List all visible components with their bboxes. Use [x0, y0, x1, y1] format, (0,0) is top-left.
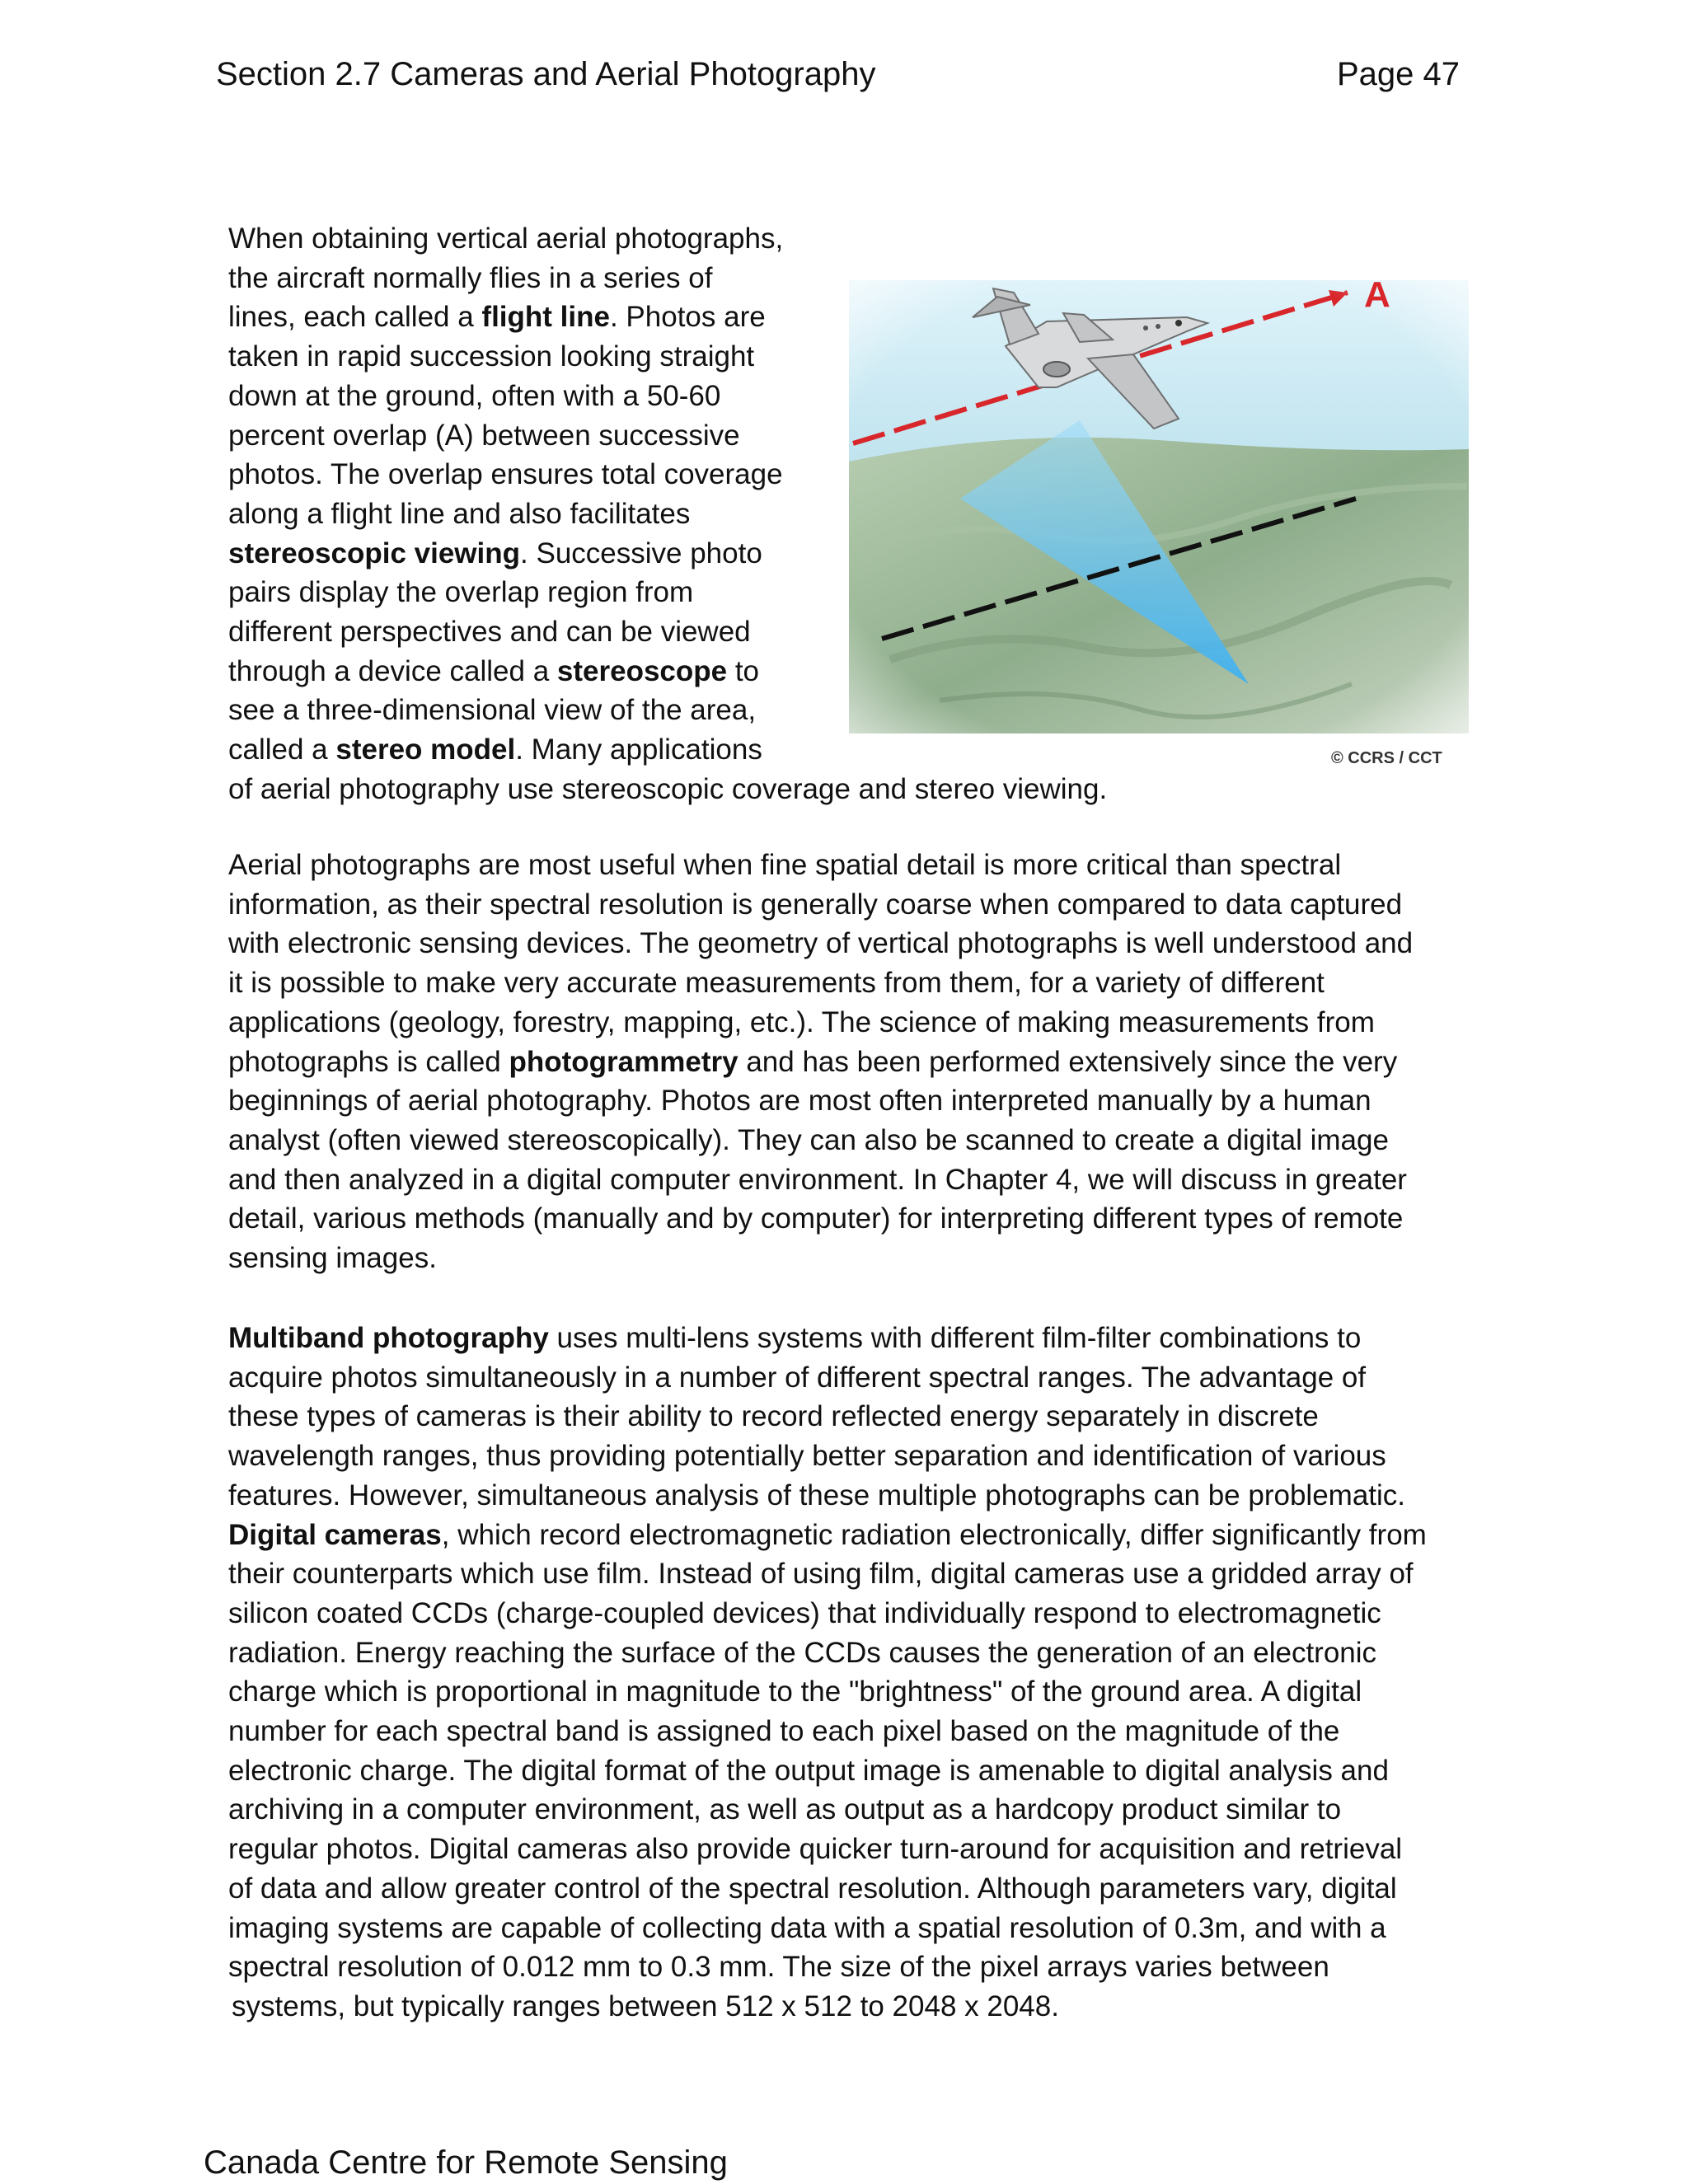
text-run: . Many applications [515, 733, 762, 766]
text-line: of data and allow greater control of the spectral resolution. Although parameters vary, digital [228, 1872, 1397, 1905]
vignette [841, 272, 1477, 746]
page-number: Page 47 [1337, 56, 1461, 92]
term-flight-line: flight line [481, 301, 610, 334]
figure-credit: © CCRS / CCT [1331, 749, 1442, 767]
text-line: silicon coated CCDs (charge-coupled devices) that individually respond to electromagnetic [228, 1596, 1381, 1629]
text-line: different perspectives and can be viewed [228, 616, 751, 649]
text-line: systems, but typically ranges between 512 x 512 to 2048 x 2048. [232, 1990, 1059, 2022]
text-line: archiving in a computer environment, as well as output as a hardcopy product similar to [228, 1793, 1342, 1826]
text-line: information, as their spectral resolution is generally coarse when compared to data captured [228, 888, 1403, 921]
text-line: applications (geology, forestry, mapping, etc.). The science of making measurements from [228, 1005, 1375, 1038]
text-line: photos. The overlap ensures total coverage [228, 458, 783, 491]
text-line: regular photos. Digital cameras also provide quicker turn-around for acquisition and retrieval [228, 1833, 1403, 1866]
term-multiband-photography: Multiband photography [228, 1322, 549, 1354]
text-line: and then analyzed in a digital computer environment. In Chapter 4, we will discuss in greater [228, 1163, 1407, 1196]
text-run: to [727, 654, 760, 687]
text-line: sensing images. [228, 1242, 437, 1275]
text-run: and has been performed extensively since the very [738, 1045, 1398, 1078]
text-line: spectral resolution of 0.012 mm to 0.3 mm. The size of the pixel arrays varies between [228, 1951, 1329, 1984]
text-line: their counterparts which use film. Instead of using film, digital cameras use a gridded array of [228, 1558, 1414, 1591]
flight-line-illustration [841, 272, 1477, 775]
term-stereoscope: stereoscope [556, 654, 728, 687]
term-stereo-model: stereo model [335, 733, 516, 766]
text-line: these types of cameras is their ability to record reflected energy separately in discrete [228, 1400, 1319, 1433]
text-line: see a three-dimensional view of the area, [228, 694, 757, 727]
overlap-label-a: A [1364, 274, 1390, 315]
text-line: percent overlap (A) between successive [228, 419, 740, 452]
text-line: the aircraft normally flies in a series of [228, 261, 713, 294]
text-line: Aerial photographs are most useful when fine spatial detail is more critical than spectral [228, 849, 1342, 881]
text-line: radiation. Energy reaching the surface of the CCDs causes the generation of an electronic [228, 1636, 1377, 1669]
aerial-photography-figure [841, 272, 1477, 775]
text-line: imaging systems are capable of collecting data with a spatial resolution of 0.3m, and with a [228, 1911, 1386, 1944]
text-line: beginnings of aerial photography. Photos are most often interpreted manually by a human [228, 1085, 1372, 1118]
text-run: , which record electromagnetic radiation electronically, differ significantly from [441, 1518, 1427, 1551]
text-line [228, 1516, 1427, 1555]
paragraph-photogrammetry [228, 846, 1413, 1278]
text-line: taken in rapid succession looking straight [228, 340, 755, 373]
text-line: detail, various methods (manually and by computer) for interpreting different types of remote [228, 1202, 1404, 1235]
text-line: down at the ground, often with a 50-60 [228, 379, 721, 412]
text-run: called a [228, 733, 336, 766]
text-line: analyst (often viewed stereoscopically). They can also be scanned to create a digital image [228, 1123, 1389, 1156]
text-line: it is possible to make very accurate measurements from them, for a variety of different [228, 967, 1325, 1000]
text-run: photographs is called [228, 1045, 509, 1078]
text-run: uses multi-lens systems with different film-filter combinations to [548, 1322, 1362, 1354]
text-line: electronic charge. The digital format of the output image is amenable to digital analysis and [228, 1754, 1389, 1787]
text-run: . Photos are [609, 301, 766, 334]
text-run: . Successive photo [520, 537, 762, 569]
text-run: lines, each called a [228, 301, 482, 334]
text-line: number for each spectral band is assigned to each pixel based on the magnitude of the [228, 1715, 1340, 1748]
text-line: wavelength ranges, thus providing potentially better separation and identification of various [228, 1440, 1386, 1473]
text-line: features. However, simultaneous analysis of these multiple photographs can be problematic. [228, 1479, 1406, 1511]
text-line: acquire photos simultaneously in a number of different spectral ranges. The advantage of [228, 1361, 1367, 1394]
term-digital-cameras: Digital cameras [228, 1518, 442, 1551]
running-footer: Canada Centre for Remote Sensing [204, 2144, 728, 2181]
running-header-section: Section 2.7 Cameras and Aerial Photography [216, 56, 876, 92]
term-photogrammetry: photogrammetry [509, 1045, 738, 1078]
text-line: along a flight line and also facilitates [228, 497, 691, 530]
text-run: through a device called a [228, 654, 557, 687]
text-line: When obtaining vertical aerial photographs, [228, 223, 784, 255]
text-line: pairs display the overlap region from [228, 576, 694, 609]
text-line: of aerial photography use stereoscopic coverage and stereo viewing. [228, 772, 1108, 805]
text-line: with electronic sensing devices. The geometry of vertical photographs is well understood and [228, 927, 1414, 960]
term-stereoscopic-viewing: stereoscopic viewing [228, 537, 521, 569]
paragraph-multiband-digital [228, 1319, 1427, 2027]
text-line [228, 1319, 1427, 1358]
text-line [228, 1043, 1413, 1082]
text-line: charge which is proportional in magnitude to the "brightness" of the ground area. A digital [228, 1675, 1362, 1708]
